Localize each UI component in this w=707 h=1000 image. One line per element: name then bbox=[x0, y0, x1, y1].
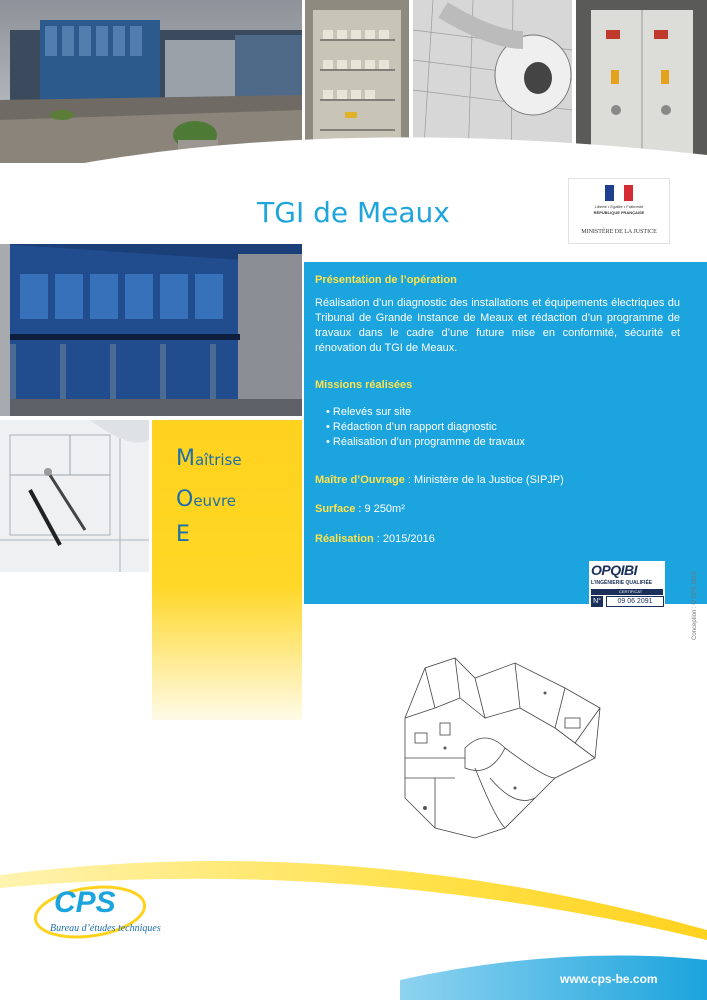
moe-rest-maitrise: aîtrise bbox=[194, 451, 242, 469]
opqibi-number: 09 06 2091 bbox=[606, 596, 664, 607]
photo-courthouse-facade bbox=[0, 244, 302, 416]
moe-rest-oeuvre: euvre bbox=[193, 492, 237, 510]
surface-value: : 9 250m² bbox=[355, 503, 405, 515]
website-link[interactable]: www.cps-be.com bbox=[560, 972, 658, 986]
opqibi-brand: OPQIBI bbox=[591, 562, 638, 578]
ministry-republic: RÉPUBLIQUE FRANÇAISE bbox=[593, 210, 645, 215]
mission-item-label: Relevés sur site bbox=[332, 406, 412, 418]
mission-item: • Relevés sur site bbox=[326, 406, 412, 418]
moe-letter-e: E bbox=[176, 522, 190, 547]
opqibi-number-prefix: N° bbox=[591, 596, 603, 607]
surface-label: Surface bbox=[315, 503, 356, 515]
realisation-row bbox=[315, 533, 435, 545]
presentation-heading: Présentation de l’opération bbox=[315, 274, 457, 286]
realisation-label: Réalisation bbox=[315, 533, 374, 545]
owner-value: : Ministère de la Justice (SIPJP) bbox=[404, 474, 564, 486]
ministry-motto: Liberté • Égalité • Fraternité bbox=[594, 204, 644, 209]
moe-line-e bbox=[176, 522, 190, 547]
design-credit: Conception : © CPS 2015 bbox=[692, 571, 698, 640]
moe-line-oeuvre bbox=[176, 487, 236, 512]
mission-item: • Rédaction d’un rapport diagnostic bbox=[326, 421, 497, 433]
cps-logo-tagline: Bureau d’études techniques bbox=[50, 923, 161, 934]
moe-letter-m: M bbox=[176, 446, 195, 471]
owner-label: Maître d’Ouvrage bbox=[315, 474, 405, 486]
surface-row bbox=[315, 503, 405, 515]
mission-item-label: Réalisation d’un programme de travaux bbox=[332, 436, 525, 448]
floor-plan-drawing bbox=[395, 648, 610, 843]
mission-item-label: Rédaction d’un rapport diagnostic bbox=[332, 421, 497, 433]
moe-letter-o: O bbox=[176, 487, 194, 512]
page-title: TGI de Meaux bbox=[257, 196, 450, 229]
mission-item: • Réalisation d’un programme de travaux bbox=[326, 436, 525, 448]
opqibi-tagline: L’INGÉNIERIE QUALIFIÉE bbox=[591, 580, 653, 586]
ministry-name: MINISTÈRE DE LA JUSTICE bbox=[581, 229, 657, 235]
moe-line-maitrise bbox=[176, 446, 242, 471]
opqibi-badge bbox=[589, 561, 665, 609]
owner-row bbox=[315, 474, 564, 486]
photo-blueprints-compass bbox=[0, 420, 149, 572]
opqibi-cert-label: CERTIFICAT bbox=[619, 589, 643, 594]
realisation-value: : 2015/2016 bbox=[373, 533, 435, 545]
missions-heading: Missions réalisées bbox=[315, 379, 413, 391]
cps-logo-name: CPS bbox=[54, 886, 116, 919]
presentation-text: Réalisation d’un diagnostic des installations et équipements électriques du Tribunal de Grande Instance de Meaux et rédaction d’un programme de travaux dans le cadre d’une future mise en conformité, sécurité et rénovation du TGI de Meaux. bbox=[315, 297, 680, 354]
